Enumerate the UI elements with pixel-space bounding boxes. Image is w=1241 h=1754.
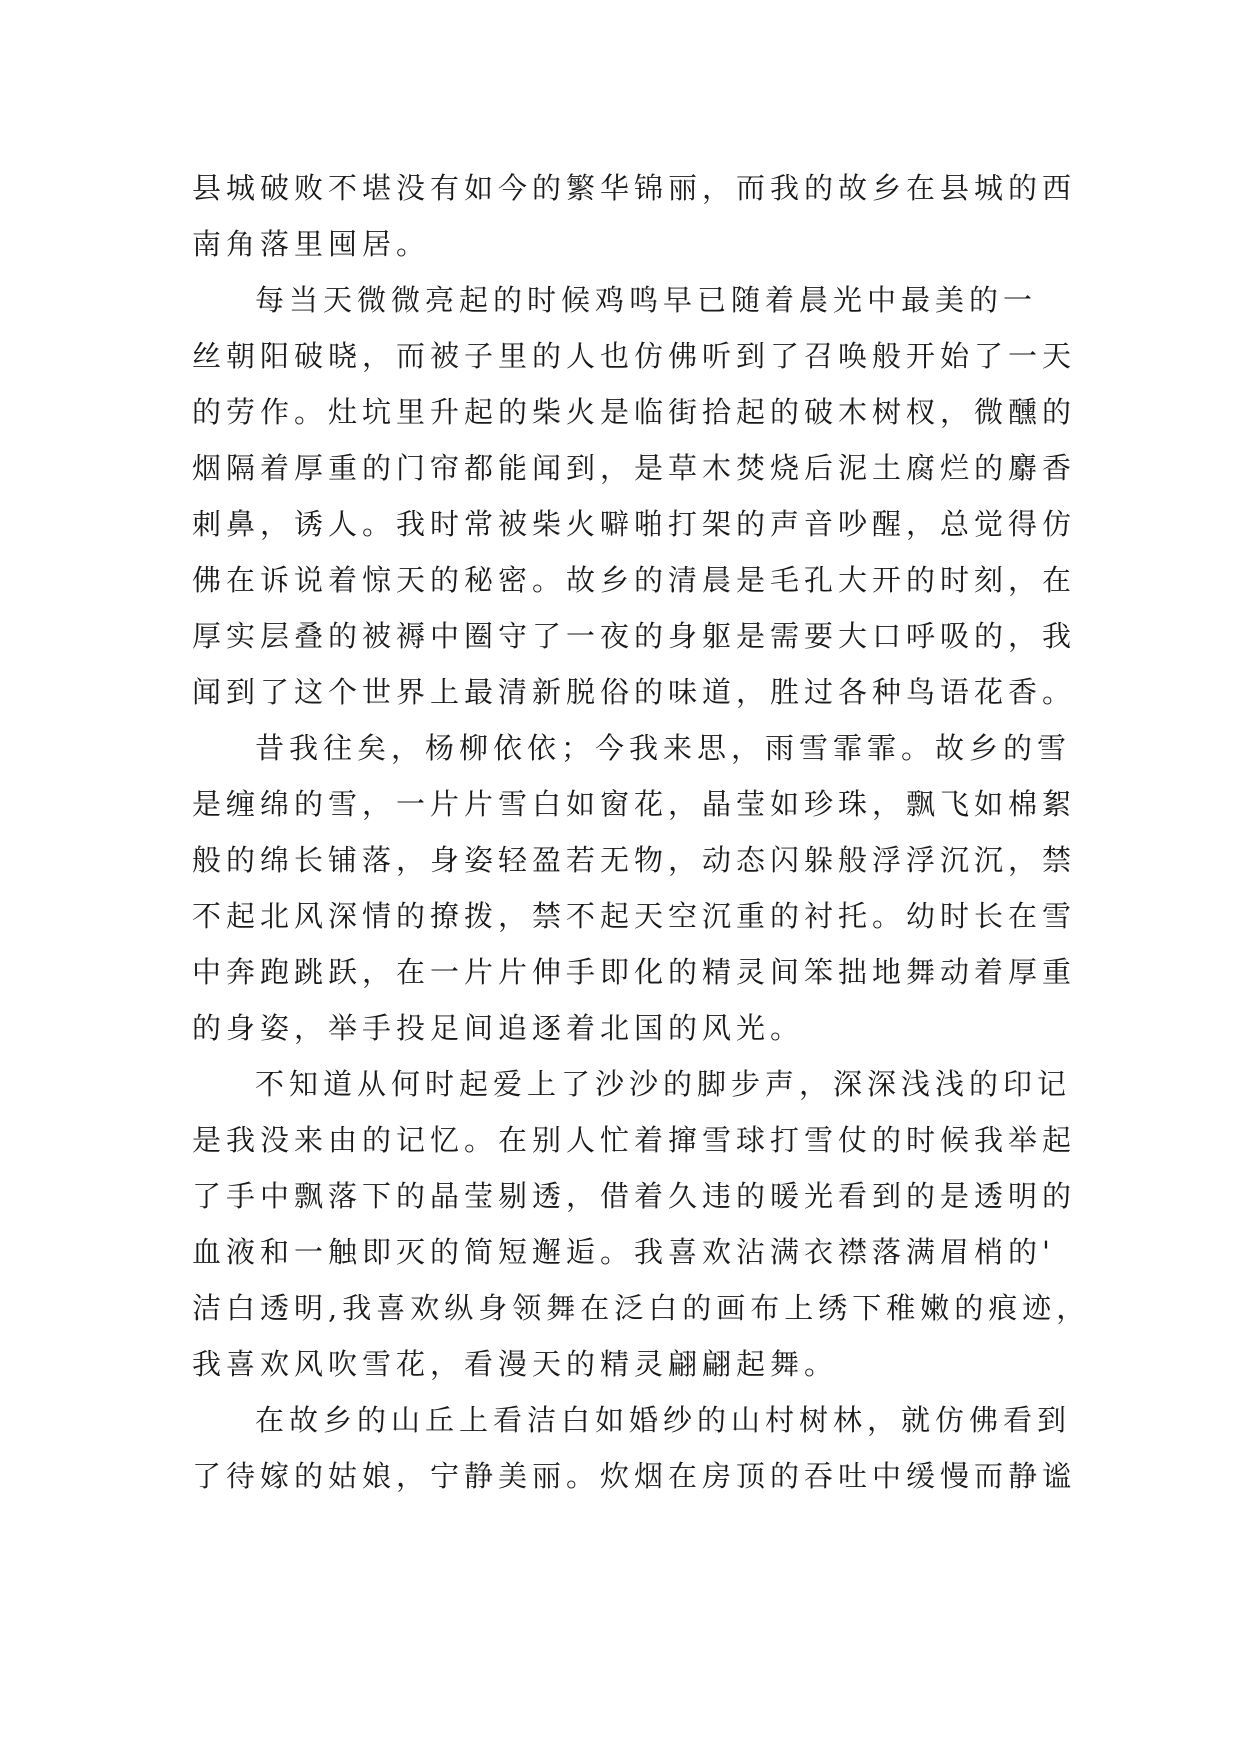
text-line: 我喜欢风吹雪花，看漫天的精灵翩翩起舞。 xyxy=(192,1347,839,1381)
text-line: 了待嫁的姑娘，宁静美丽。炊烟在房顶的吞吐中缓慢而静谧 xyxy=(192,1459,1077,1493)
paragraph-first-line: 昔我往矣，杨柳依依；今我来思，雨雪霏霏。故乡的雪 xyxy=(255,731,1072,765)
text-line: 般的绵长铺落，身姿轻盈若无物，动态闪躲般浮浮沉沉，禁 xyxy=(192,843,1077,877)
text-line: 烟隔着厚重的门帘都能闻到，是草木焚烧后泥土腐烂的麝香 xyxy=(192,451,1077,485)
paragraph-first-line: 在故乡的山丘上看洁白如婚纱的山村树林，就仿佛看到 xyxy=(255,1403,1072,1437)
text-line: 县城破败不堪没有如今的繁华锦丽，而我的故乡在县城的西 xyxy=(192,171,1077,205)
paragraph-first-line: 不知道从何时起爱上了沙沙的脚步声，深深浅浅的印记 xyxy=(255,1067,1072,1101)
text-line: 洁白透明,我喜欢纵身领舞在泛白的画布上绣下稚嫩的痕迹， xyxy=(192,1291,1091,1325)
paragraph-first-line: 每当天微微亮起的时候鸡鸣早已随着晨光中最美的一 xyxy=(255,283,1038,317)
text-line: 佛在诉说着惊天的秘密。故乡的清晨是毛孔大开的时刻，在 xyxy=(192,563,1077,597)
text-line: 是缠绵的雪，一片片雪白如窗花，晶莹如珍珠，飘飞如棉絮 xyxy=(192,787,1077,821)
text-line: 血液和一触即灭的简短邂逅。我喜欢沾满衣襟落满眉梢的' xyxy=(192,1235,1055,1269)
text-line: 丝朝阳破晓，而被子里的人也仿佛听到了召唤般开始了一天 xyxy=(192,339,1077,373)
text-line: 不起北风深情的撩拨，禁不起天空沉重的衬托。幼时长在雪 xyxy=(192,899,1077,933)
text-line: 刺鼻，诱人。我时常被柴火噼啪打架的声音吵醒，总觉得仿 xyxy=(192,507,1077,541)
text-line: 厚实层叠的被褥中圈守了一夜的身躯是需要大口呼吸的，我 xyxy=(192,619,1077,653)
text-line: 是我没来由的记忆。在别人忙着撺雪球打雪仗的时候我举起 xyxy=(192,1123,1077,1157)
text-line: 了手中飘落下的晶莹剔透，借着久违的暖光看到的是透明的 xyxy=(192,1179,1077,1213)
text-line: 的劳作。灶坑里升起的柴火是临街拾起的破木树杈，微醺的 xyxy=(192,395,1077,429)
body-text xyxy=(192,160,1091,1504)
text-line: 中奔跑跳跃，在一片片伸手即化的精灵间笨拙地舞动着厚重 xyxy=(192,955,1077,989)
text-line: 南角落里囤居。 xyxy=(192,227,431,261)
text-line: 的身姿，举手投足间追逐着北国的风光。 xyxy=(192,1011,805,1045)
text-line: 闻到了这个世界上最清新脱俗的味道，胜过各种鸟语花香。 xyxy=(192,675,1077,709)
